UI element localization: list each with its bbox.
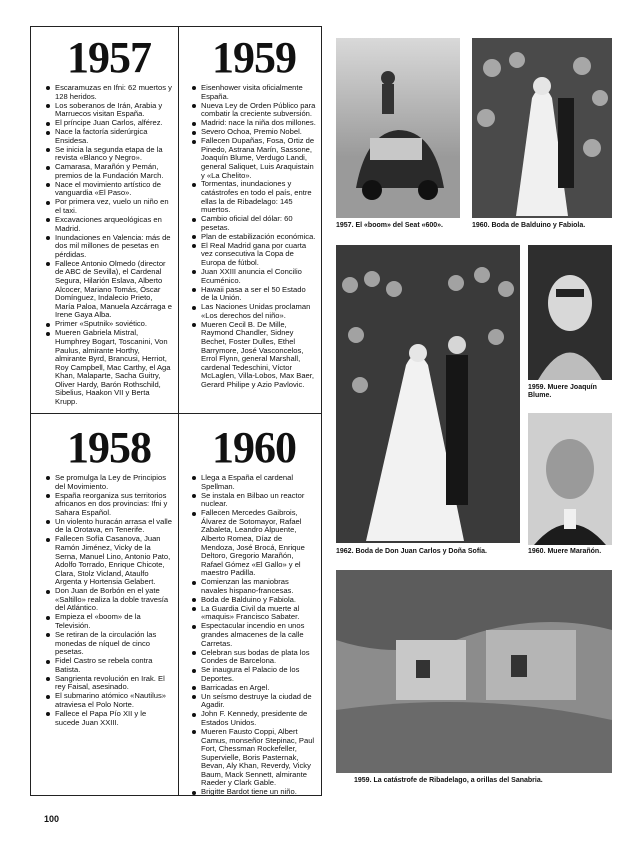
event-item: Barricadas en Argel.: [192, 684, 316, 693]
event-item: John F. Kennedy, presidente de Estados Unidos.: [192, 710, 316, 727]
event-item: Inundaciones en Valencia: más de dos mil millones de pesetas en pérdidas.: [46, 234, 172, 260]
event-item: Fallece Antonio Olmedo (director de ABC de Sevilla), el Cardenal Segura, Hilarión Eslava, Alberto Alcocer, Mariano Tomás, Óscar Domínguez, Indalecio Prieto, María Paloa, Manuela Azcárraga e Irene Gaya Alba.: [46, 260, 172, 320]
event-item: España reorganiza sus territorios africanos en dos provincias: Ifni y Sahara Español.: [46, 492, 172, 518]
event-item: El Real Madrid gana por cuarta vez consecutiva la Copa de Europa de fútbol.: [192, 242, 316, 268]
photo-caption: 1957. El «boom» del Seat «600».: [336, 222, 444, 229]
year-heading: 1958: [67, 423, 151, 472]
event-item: Mueren Fausto Coppi, Albert Camus, monseñor Stepinac, Paul Fort, Chessman Rockefeller, Supervielle, Boris Pasternak, Bevan, Aly Khan, Reverdy, Vicky Baum, Mack Sennett, almirante Raeder y Clark Gable.: [192, 728, 316, 788]
event-item: Eisenhower visita oficialmente España.: [192, 84, 316, 101]
photo-caption: 1960. Muere Marañón.: [528, 548, 602, 555]
event-item: Se promulga la Ley de Principios del Movimiento.: [46, 474, 172, 491]
year-heading: 1959: [212, 33, 296, 82]
event-item: Mueren Cecil B. De Mille, Raymond Chandler, Sidney Bechet, Foster Dulles, Ethel Barrymore, José Vasconcelos, Errol Flynn, general Marshall, cardenal Tedeschini, Víctor McLaglen, Villa-Lobos, Max Baer, Gerard Philipe y Azio Pavlovic.: [192, 321, 316, 390]
event-item: Juan XXIII anuncia el Concilio Ecuménico.: [192, 268, 316, 285]
event-item: Comienzan las maniobras navales hispano-francesas.: [192, 578, 316, 595]
event-item: Plan de estabilización económica.: [192, 233, 316, 242]
event-item: El príncipe Juan Carlos, alférez.: [46, 119, 172, 128]
event-item: Brigitte Bardot tiene un niño.: [192, 788, 316, 797]
event-item: Primer «Sputnik» soviético.: [46, 320, 172, 329]
year-heading: 1960: [212, 423, 296, 472]
photo-maranon: [528, 413, 612, 545]
event-item: Se retiran de la circulación las monedas de níquel de cinco pesetas.: [46, 631, 172, 657]
event-item: Los soberanos de Irán, Arabia y Marruecos visitan España.: [46, 102, 172, 119]
year-heading: 1957: [67, 33, 151, 82]
event-item: Empieza el «boom» de la Televisión.: [46, 613, 172, 630]
event-item: Camarasa, Marañón y Pemán, premios de la Fundación March.: [46, 163, 172, 180]
event-list-1960: [192, 474, 316, 797]
event-item: Excavaciones arqueológicas en Madrid.: [46, 216, 172, 233]
photo-seat-600: [336, 38, 460, 218]
event-item: Se instala en Bilbao un reactor nuclear.: [192, 492, 316, 509]
event-item: Nace el movimiento artístico de vanguardia «El Paso».: [46, 181, 172, 198]
event-item: Espectacular incendio en unos grandes almacenes de la calle Carretas.: [192, 622, 316, 648]
event-item: Madrid: nace la niña dos millones.: [192, 119, 316, 128]
year-1959-block: [184, 28, 322, 413]
event-item: Fidel Castro se rebela contra Batista.: [46, 657, 172, 674]
year-1960-block: [184, 418, 322, 796]
event-item: Hawaii pasa a ser el 50 Estado de la Unión.: [192, 286, 316, 303]
event-item: Fallecen Sofía Casanova, Juan Ramón Jiménez, Vicky de la Serna, Manuel Lino, Antonio Pato, Adolfo Torrado, Enrique Chicote, Clara, Stolz Vicland, Ataulfo Argenta y Hortensia Gelabert.: [46, 535, 172, 587]
event-list-1958: [46, 474, 172, 727]
event-list-1959: [192, 84, 316, 389]
event-list-1957: [46, 84, 172, 407]
event-item: Sangrienta revolución en Irak. El rey Faisal, asesinado.: [46, 675, 172, 692]
event-item: Cambio oficial del dólar: 60 pesetas.: [192, 215, 316, 232]
photo-ribadelago: [336, 570, 612, 773]
event-item: Llega a España el cardenal Spellman.: [192, 474, 316, 491]
column-divider: [178, 26, 179, 796]
event-item: Fallecen Dupañas, Fosa, Ortiz de Pinedo, Astrana Marín, Sassone, Joaquín Blume, Verdugo Landi, general Saliquet, Luis Araquistain y «La Chelito».: [192, 137, 316, 180]
photo-balduino-fabiola: [472, 38, 612, 218]
event-item: Se inaugura el Palacio de los Deportes.: [192, 666, 316, 683]
year-1957-block: [38, 28, 178, 413]
event-item: Celebran sus bodas de plata los Condes de Barcelona.: [192, 649, 316, 666]
photo-joaquin-blume: [528, 245, 612, 380]
event-item: Por primera vez, vuelo un niño en el taxi.: [46, 198, 172, 215]
event-item: Un violento huracán arrasa el valle de la Orotava, en Tenerife.: [46, 518, 172, 535]
photo-caption: 1960. Boda de Balduino y Fabiola.: [472, 222, 586, 229]
event-item: Nace la factoría siderúrgica Ensidesa.: [46, 128, 172, 145]
event-item: Boda de Balduino y Fabiola.: [192, 596, 316, 605]
event-item: Mueren Gabriela Mistral, Humphrey Bogart, Toscanini, Von Paulus, almirante Horthy, almirante Byrd, Brancusi, Herriot, Roy Campbell, Mac Carthy, el Aga Khan, Malaparte, Sacha Guitry, Oliver Hardy, Barón Rothschild, Sibelius, Haakon VII y Berta Krupp.: [46, 329, 172, 406]
photo-caption: 1959. La catástrofe de Ribadelago, a orillas del Sanabria.: [354, 777, 543, 784]
page-number: 100: [44, 814, 60, 824]
photo-caption: 1962. Boda de Don Juan Carlos y Doña Sofía.: [336, 548, 487, 555]
event-item: Nueva Ley de Orden Público para combatir la creciente subversión.: [192, 102, 316, 119]
row-divider: [30, 413, 322, 414]
event-item: El submarino atómico «Nautilus» atraviesa el Polo Norte.: [46, 692, 172, 709]
event-item: Se inicia la segunda etapa de la revista «Blanco y Negro».: [46, 146, 172, 163]
event-item: Un seísmo destruye la ciudad de Agadir.: [192, 693, 316, 710]
event-item: Don Juan de Borbón en el yate «Saltillo» realiza la doble travesía del Atlántico.: [46, 587, 172, 613]
event-item: La Guardia Civil da muerte al «maquis» Francisco Sabater.: [192, 605, 316, 622]
event-item: Escaramuzas en Ifni: 62 muertos y 128 heridos.: [46, 84, 172, 101]
event-item: Fallece el Papa Pío XII y le sucede Juan XXIII.: [46, 710, 172, 727]
event-item: Fallecen Mercedes Gaibrois, Álvarez de Sotomayor, Rafael Zabaleta, Leandro Alpuente, Alberto Romea, Díaz de Mendoza, José Brocá, Enrique Deltoro, Gregorio Marañón, Rafael Gómez «El Gallo» y el maestro Padilla.: [192, 509, 316, 578]
event-item: Severo Ochoa, Premio Nobel.: [192, 128, 316, 137]
event-item: Tormentas, inundaciones y catástrofes en todo el país, entre ellas la de Ribadelago: 145 muertos.: [192, 180, 316, 214]
event-item: Las Naciones Unidas proclaman «Los derechos del niño».: [192, 303, 316, 320]
photo-boda-juan-carlos: [336, 245, 520, 543]
year-1958-block: [38, 418, 178, 793]
photo-caption: 1959. Muere Joaquín Blume.: [528, 384, 597, 399]
